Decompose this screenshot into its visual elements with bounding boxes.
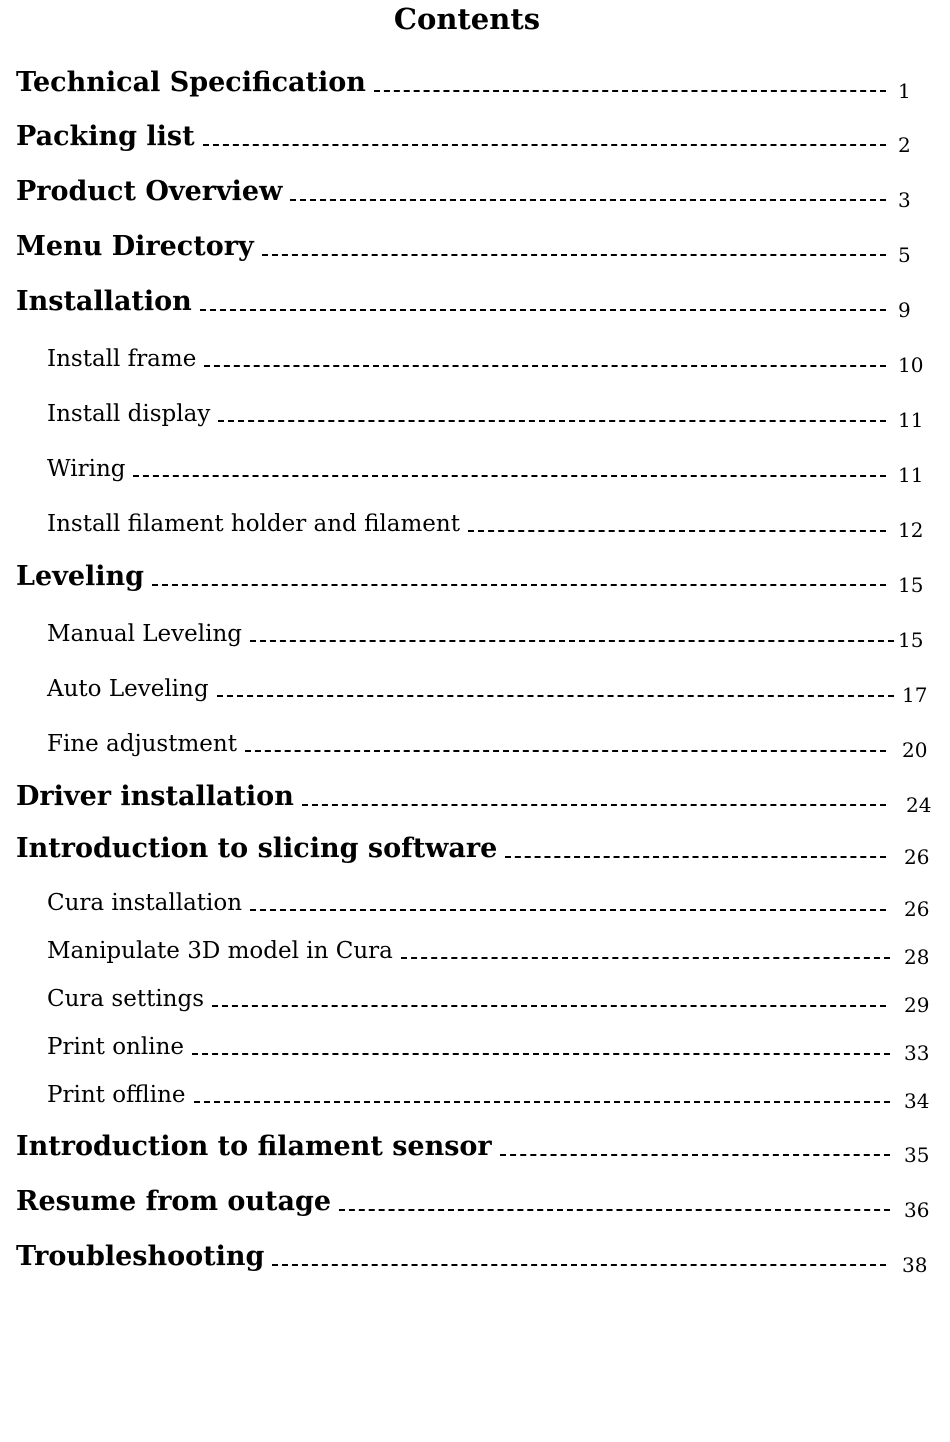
toc-entry-label: Manual Leveling: [47, 621, 243, 647]
toc-leader: [152, 584, 886, 586]
toc-entry-page-number: 10: [898, 353, 924, 377]
toc-leader: [401, 957, 890, 959]
toc-entry-page-number: 1: [898, 79, 911, 103]
toc-leader: [262, 254, 886, 256]
toc-entry[interactable]: [0, 509, 934, 542]
toc-entry-label: Print online: [47, 1034, 184, 1060]
toc-entry-label: Install display: [47, 401, 211, 427]
toc-entry[interactable]: [0, 619, 934, 652]
toc-entry-label: Print offline: [47, 1082, 186, 1108]
toc-entry[interactable]: [0, 175, 934, 212]
toc-entry-label: Leveling: [16, 561, 145, 592]
toc-entry[interactable]: [0, 344, 934, 377]
page-title: Contents: [393, 2, 541, 36]
toc-entry-label: Driver installation: [16, 781, 294, 812]
toc-entry[interactable]: [0, 1185, 934, 1222]
toc-leader: [290, 199, 886, 201]
toc-entry[interactable]: [0, 729, 934, 762]
toc-entry[interactable]: [0, 1032, 934, 1065]
toc-entry[interactable]: [0, 66, 934, 103]
toc-entry-label: Resume from outage: [16, 1186, 332, 1217]
toc-leader: [218, 420, 886, 422]
toc-entry[interactable]: [0, 936, 934, 969]
toc-leader: [302, 804, 886, 806]
toc-entry[interactable]: [0, 780, 934, 817]
toc-leader: [194, 1101, 890, 1103]
toc-leader: [217, 695, 894, 697]
toc-entry[interactable]: [0, 674, 934, 707]
toc-entry-page-number: 34: [904, 1089, 930, 1113]
toc-entry-label: Product Overview: [16, 176, 283, 207]
toc-entry[interactable]: [0, 399, 934, 432]
toc-entry[interactable]: [0, 832, 934, 869]
toc-entry-label: Technical Specification: [16, 67, 366, 98]
toc-entry-page-number: 38: [902, 1253, 928, 1277]
toc-leader: [212, 1005, 886, 1007]
toc-leader: [250, 640, 894, 642]
toc-leader: [133, 475, 886, 477]
toc-entry-page-number: 35: [904, 1143, 930, 1167]
toc-leader: [192, 1053, 890, 1055]
toc-entry-page-number: 17: [902, 683, 928, 707]
toc-entry[interactable]: [0, 1080, 934, 1113]
toc-entry-page-number: 9: [898, 298, 911, 322]
toc-leader: [200, 309, 886, 311]
toc-entry-label: Installation: [16, 286, 192, 317]
toc-entry-page-number: 11: [898, 463, 924, 487]
toc-entry-label: Auto Leveling: [47, 676, 209, 702]
toc-entry-page-number: 3: [898, 188, 911, 212]
toc-leader: [339, 1209, 890, 1211]
toc-entry[interactable]: [0, 120, 934, 157]
toc-entry-label: Manipulate 3D model in Cura: [47, 938, 393, 964]
toc-entry-page-number: 26: [904, 897, 930, 921]
toc-entry-label: Wiring: [47, 456, 126, 482]
toc-entry[interactable]: [0, 984, 934, 1017]
toc-entry-page-number: 12: [898, 518, 924, 542]
toc-leader: [374, 90, 886, 92]
toc-entry-page-number: 15: [898, 628, 924, 652]
toc-entry-page-number: 24: [906, 793, 932, 817]
toc-entry-page-number: 15: [898, 573, 924, 597]
toc-leader: [272, 1264, 886, 1266]
toc-leader: [505, 856, 886, 858]
toc-entry-label: Install frame: [47, 346, 197, 372]
toc-entry-page-number: 28: [904, 945, 930, 969]
toc-entry-page-number: 36: [904, 1198, 930, 1222]
toc-leader: [250, 909, 886, 911]
toc-entry-page-number: 33: [904, 1041, 930, 1065]
toc-leader: [468, 530, 886, 532]
toc-entry[interactable]: [0, 888, 934, 921]
toc-entry[interactable]: [0, 1130, 934, 1167]
toc-entry-page-number: 26: [904, 845, 930, 869]
toc-entry-page-number: 20: [902, 738, 928, 762]
toc-entry-label: Troubleshooting: [16, 1241, 265, 1272]
toc-entry[interactable]: [0, 560, 934, 597]
toc-entry[interactable]: [0, 230, 934, 267]
toc-entry-page-number: 5: [898, 243, 911, 267]
toc-leader: [204, 365, 886, 367]
toc-entry[interactable]: [0, 1240, 934, 1277]
toc-leader: [500, 1154, 890, 1156]
toc-entry-page-number: 2: [898, 133, 911, 157]
toc-entry-label: Packing list: [16, 121, 195, 152]
toc-entry-label: Introduction to slicing software: [16, 833, 498, 864]
toc-entry-label: Install filament holder and filament: [47, 511, 460, 537]
toc-entry[interactable]: [0, 285, 934, 322]
toc-entry-label: Introduction to filament sensor: [16, 1131, 492, 1162]
toc-entry-label: Fine adjustment: [47, 731, 237, 757]
toc-entry[interactable]: [0, 454, 934, 487]
toc-entry-page-number: 11: [898, 408, 924, 432]
toc-entry-label: Menu Directory: [16, 231, 254, 262]
toc-leader: [245, 750, 886, 752]
toc-entry-page-number: 29: [904, 993, 930, 1017]
toc-entry-label: Cura settings: [47, 986, 205, 1012]
toc-leader: [203, 144, 886, 146]
toc-entry-label: Cura installation: [47, 890, 243, 916]
